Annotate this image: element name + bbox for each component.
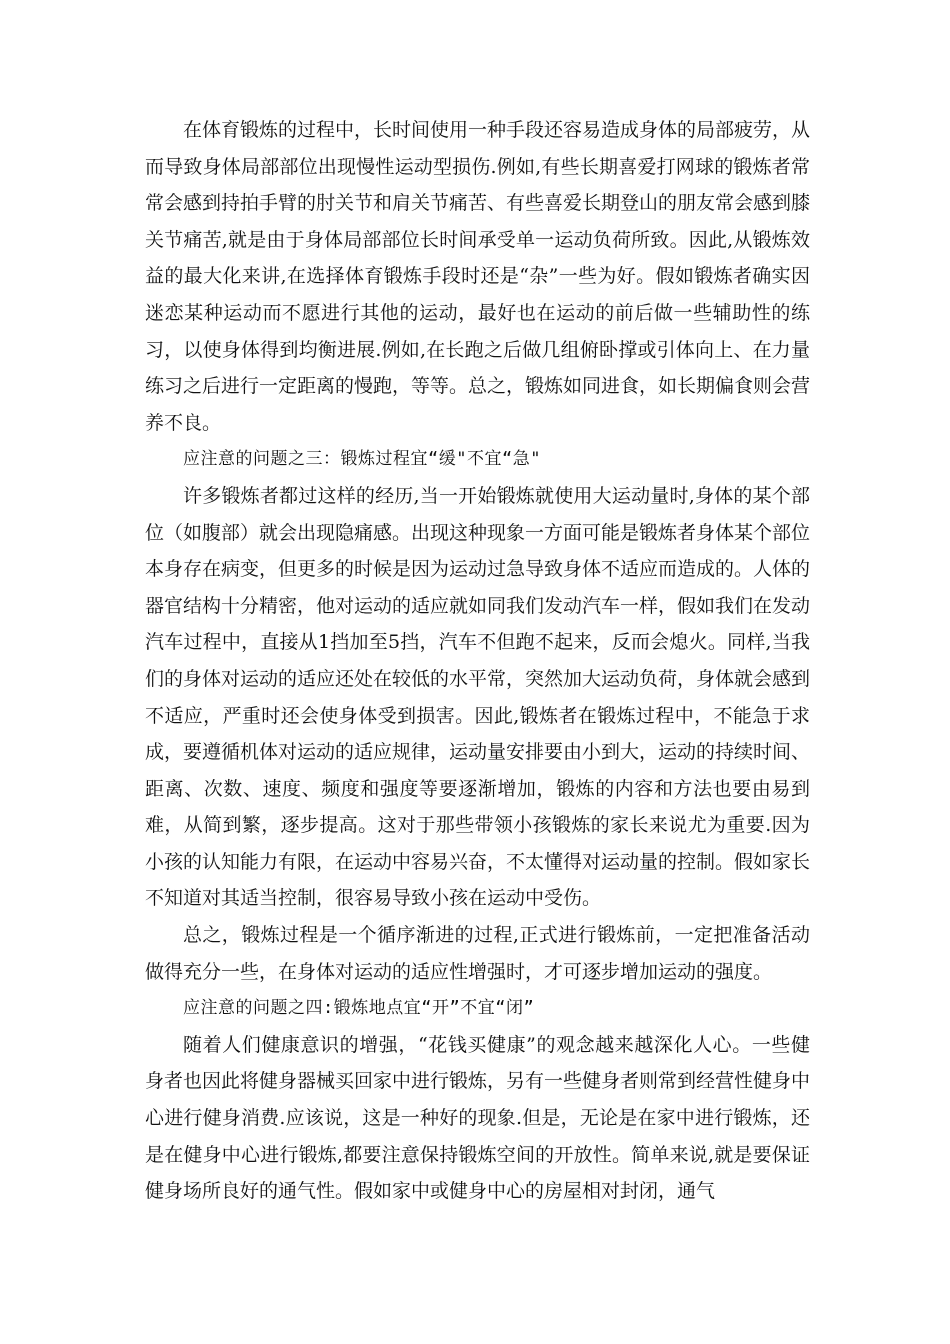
section-heading-3: 应注意的问题之三：锻炼过程宜“缓"不宜“急" [183,449,541,470]
paragraph-variety-of-exercise: 在体育锻炼的过程中，长时间使用一种手段还容易造成身体的局部疲劳，从而导致身体局部部位出现慢性运动型损伤.例如,有些长期喜爱打网球的锻炼者常常会感到持拍手臂的肘关节和肩关节痛苦、有些喜爱长期登山的朋友常会感到膝关节痛苦,就是由于身体局部部位长时间承受单一运动负荷所致。因此,从锻炼效益的最大化来讲,在选择体育锻炼手段时还是“杂”一些为好。假如锻炼者确实因迷恋某种运动而不愿进行其他的运动，最好也在运动的前后做一些辅助性的练习，以使身体得到均衡进展.例如,在长跑之后做几组俯卧撑或引体向上、在力量练习之后进行一定距离的慢跑，等等。总之，锻炼如同进食，如长期偏食则会营养不良。 [145,119,811,434]
section-heading-4: 应注意的问题之四:锻炼地点宜“开”不宜“闭” [183,998,535,1019]
paragraph-open-location: 随着人们健康意识的增强，“花钱买健康”的观念越来越深化人心。一些健身者也因此将健身器械买回家中进行锻炼，另有一些健身者则常到经营性健身中心进行健身消费.应该说，这是一种好的现象.但是，无论是在家中进行锻炼，还是在健身中心进行锻炼,都要注意保持锻炼空间的开放性。简单来说,就是要保证健身场所良好的通气性。假如家中或健身中心的房屋相对封闭，通气 [145,1033,811,1203]
document-body [145,112,810,1210]
paragraph-gradual-progress: 许多锻炼者都过这样的经历,当一开始锻炼就使用大运动量时,身体的某个部位（如腹部）就会出现隐痛感。出现这种现象一方面可能是锻炼者身体某个部位本身存在病变，但更多的时候是因为运动过急导致身体不适应而造成的。人体的器官结构十分精密，他对运动的适应就如同我们发动汽车一样，假如我们在发动汽车过程中，直接从1挡加至5挡，汽车不但跑不起来，反而会熄火。同样,当我们的身体对运动的适应还处在较低的水平常，突然加大运动负荷，身体就会感到不适应，严重时还会使身体受到损害。因此,锻炼者在锻炼过程中，不能急于求成，要遵循机体对运动的适应规律，运动量安排要由小到大，运动的持续时间、距离、次数、速度、频度和强度等要逐渐增加，锻炼的内容和方法也要由易到难，从简到繁，逐步提高。这对于那些带领小孩锻炼的家长来说尤为重要.因为小孩的认知能力有限，在运动中容易兴奋，不太懂得对运动量的控制。假如家长不知道对其适当控制，很容易导致小孩在运动中受伤。 [145,484,811,910]
paragraph-summary-warmup: 总之，锻炼过程是一个循序渐进的过程,正式进行锻炼前，一定把准备活动做得充分一些，在身体对运动的适应性增强时，才可逐步增加运动的强度。 [145,924,810,983]
